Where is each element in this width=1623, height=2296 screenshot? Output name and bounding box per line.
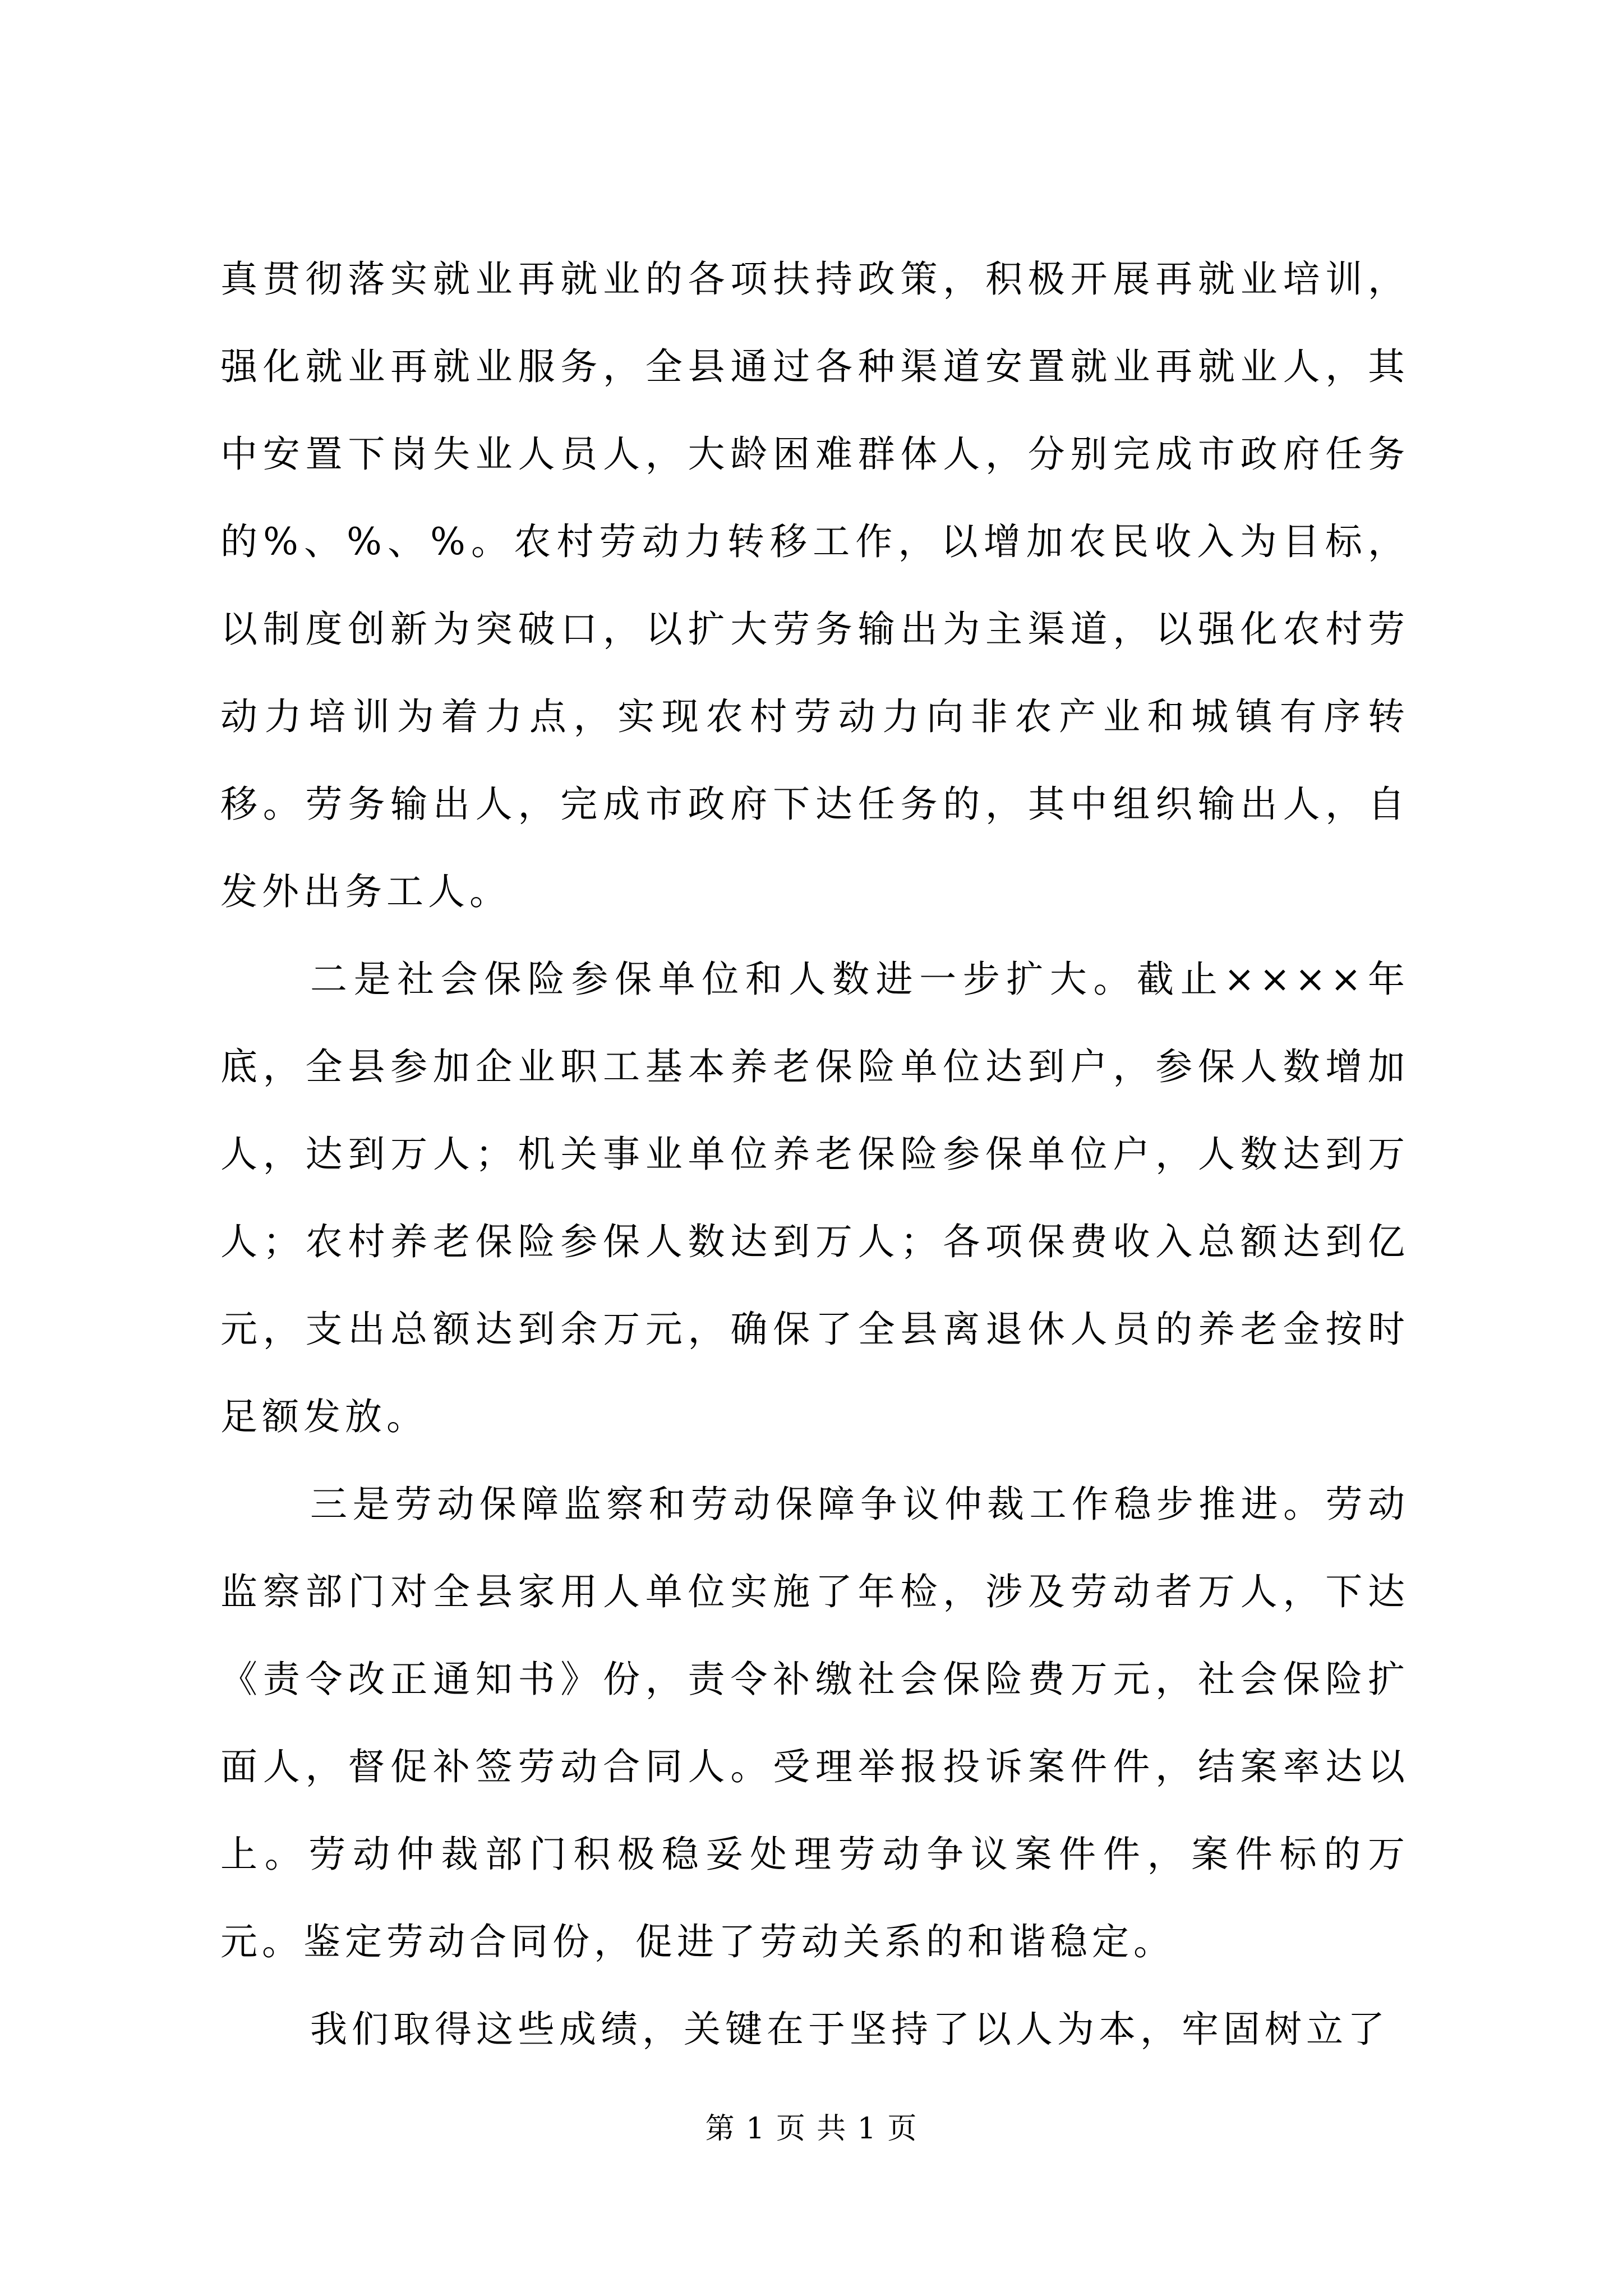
document-body [220,236,1409,2073]
page-footer: 第 1 页 共 1 页 [705,2112,918,2146]
paragraph-employment-continued: 真贯彻落实就业再就业的各项扶持政策，积极开展再就业培训，强化就业再就业服务，全县通过各种渠道安置就业再就业人，其中安置下岗失业人员人，大龄困难群体人，分别完成市政府任务的%、%、%。农村劳动力转移工作，以增加农民收入为目标，以制度创新为突破口，以扩大劳务输出为主渠道，以强化农村劳动力培训为着力点，实现农村劳动力向非农产业和城镇有序转移。劳务输出人，完成市政府下达任务的，其中组织输出人，自发外出务工人。 [220,257,1409,913]
paragraph-social-insurance: 二是社会保险参保单位和人数进一步扩大。截止××××年底，全县参加企业职工基本养老保险单位达到户，参保人数增加人，达到万人；机关事业单位养老保险参保单位户，人数达到万人；农村养老保险参保人数达到万人；各项保费收入总额达到亿元，支出总额达到余万元，确保了全县离退休人员的养老金按时足额发放。 [220,958,1409,1438]
paragraph-labor-supervision: 三是劳动保障监察和劳动保障争议仲裁工作稳步推进。劳动监察部门对全县家用人单位实施了年检，涉及劳动者万人，下达《责令改正通知书》份，责令补缴社会保险费万元，社会保险扩面人，督促补签劳动合同人。受理举报投诉案件件，结案率达以上。劳动仲裁部门积极稳妥处理劳动争议案件件，案件标的万元。鉴定劳动合同份，促进了劳动关系的和谐稳定。 [220,1483,1409,1963]
paragraph-achievements: 我们取得这些成绩，关键在于坚持了以人为本，牢固树立了 [310,2008,1389,2051]
